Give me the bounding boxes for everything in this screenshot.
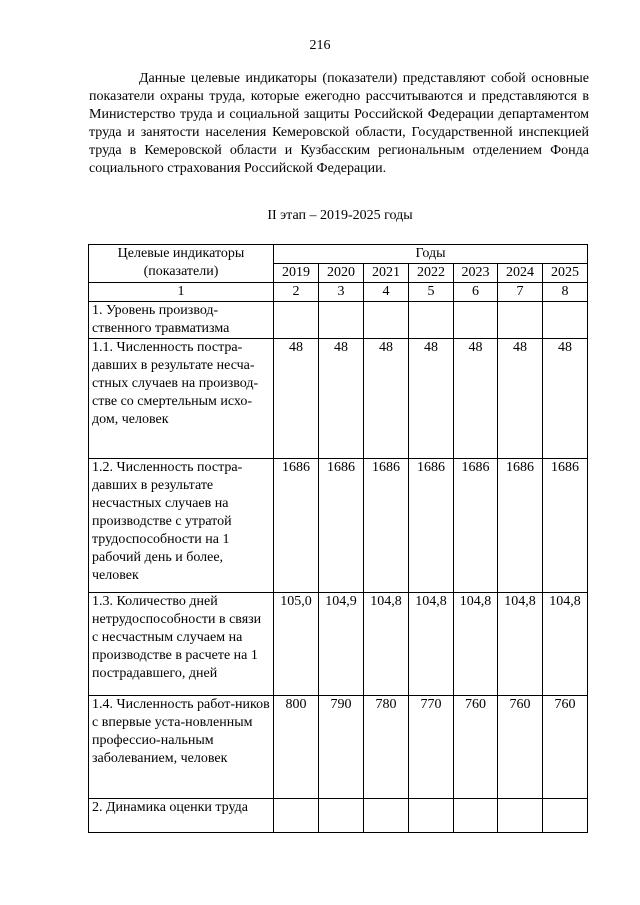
- year-cell: 2022: [409, 264, 454, 283]
- value-cell: [364, 302, 409, 339]
- value-cell: [543, 302, 588, 339]
- value-cell: [409, 302, 454, 339]
- year-cell: 2024: [498, 264, 543, 283]
- value-cell: 48: [364, 339, 409, 459]
- value-cell: 800: [274, 696, 319, 799]
- table-header-row: [89, 245, 588, 264]
- indicator-label: 1. Уровень производ-ственного травматизма: [89, 302, 274, 339]
- table-row: [89, 459, 588, 593]
- value-cell: [498, 799, 543, 833]
- value-cell: 104,8: [543, 593, 588, 696]
- table-column-numbers-row: [89, 283, 588, 302]
- value-cell: 104,8: [364, 593, 409, 696]
- value-cell: 760: [543, 696, 588, 799]
- table-row: [89, 696, 588, 799]
- column-number: 3: [319, 283, 364, 302]
- table-row: [89, 593, 588, 696]
- stage-title: II этап – 2019-2025 годы: [267, 208, 413, 223]
- table-row: [89, 799, 588, 833]
- value-cell: 770: [409, 696, 454, 799]
- year-cell: 2019: [274, 264, 319, 283]
- value-cell: 104,8: [454, 593, 498, 696]
- column-number: 8: [543, 283, 588, 302]
- value-cell: [274, 302, 319, 339]
- value-cell: 780: [364, 696, 409, 799]
- value-cell: 760: [454, 696, 498, 799]
- value-cell: [319, 799, 364, 833]
- value-cell: [409, 799, 454, 833]
- value-cell: 48: [319, 339, 364, 459]
- value-cell: 1686: [498, 459, 543, 593]
- value-cell: 1686: [274, 459, 319, 593]
- intro-paragraph: Данные целевые индикаторы (показатели) представляют собой основные показатели охраны труда, которые ежегодно рассчитываются и представляются в Министерство труда и социальной защиты Российской Федерации департаментом труда и занятости населения Кемеровской области, Государственной инспекцией труда в Кемеровской области и Кузбасским региональным отделением Фонда социального страхования Российской Федерации.: [89, 71, 589, 176]
- value-cell: 790: [319, 696, 364, 799]
- year-cell: 2021: [364, 264, 409, 283]
- table-row: [89, 339, 588, 459]
- value-cell: [454, 799, 498, 833]
- column-number: 4: [364, 283, 409, 302]
- indicator-label: 1.1. Численность постра-давших в результате несча-стных случаев на производ-стве со смертельным исхо-дом, человек: [89, 339, 274, 459]
- value-cell: 1686: [364, 459, 409, 593]
- indicator-label: 1.3. Количество дней нетрудоспособности в связи с несчастным случаем на производстве в расчете на 1 пострадавшего, дней: [89, 593, 274, 696]
- indicator-label: 1.2. Численность постра-давших в результате несчастных случаев на производстве с утратой трудоспособности на 1 рабочий день и более, человек: [89, 459, 274, 593]
- column-number: 5: [409, 283, 454, 302]
- indicator-label: 2. Динамика оценки труда: [89, 799, 274, 833]
- value-cell: 1686: [454, 459, 498, 593]
- value-cell: 760: [498, 696, 543, 799]
- page-number: 216: [309, 38, 331, 53]
- value-cell: [498, 302, 543, 339]
- indicators-table: [88, 244, 588, 833]
- value-cell: 48: [274, 339, 319, 459]
- year-cell: 2025: [543, 264, 588, 283]
- header-indicator: Целевые индикаторы (показатели): [89, 245, 274, 283]
- value-cell: [274, 799, 319, 833]
- value-cell: 48: [409, 339, 454, 459]
- header-years: Годы: [274, 245, 588, 264]
- value-cell: 48: [543, 339, 588, 459]
- year-cell: 2020: [319, 264, 364, 283]
- table-row: [89, 302, 588, 339]
- value-cell: [319, 302, 364, 339]
- table-body: [89, 302, 588, 833]
- value-cell: 104,8: [498, 593, 543, 696]
- value-cell: 48: [454, 339, 498, 459]
- value-cell: 48: [498, 339, 543, 459]
- value-cell: 105,0: [274, 593, 319, 696]
- value-cell: 104,8: [409, 593, 454, 696]
- value-cell: [543, 799, 588, 833]
- column-number: 2: [274, 283, 319, 302]
- indicator-label: 1.4. Численность работ-ников с впервые уста-новленным профессио-нальным заболеванием, человек: [89, 696, 274, 799]
- column-number: 6: [454, 283, 498, 302]
- value-cell: [364, 799, 409, 833]
- value-cell: 1686: [319, 459, 364, 593]
- year-cell: 2023: [454, 264, 498, 283]
- value-cell: 1686: [543, 459, 588, 593]
- column-number: 1: [89, 283, 274, 302]
- value-cell: 104,9: [319, 593, 364, 696]
- value-cell: [454, 302, 498, 339]
- column-number: 7: [498, 283, 543, 302]
- value-cell: 1686: [409, 459, 454, 593]
